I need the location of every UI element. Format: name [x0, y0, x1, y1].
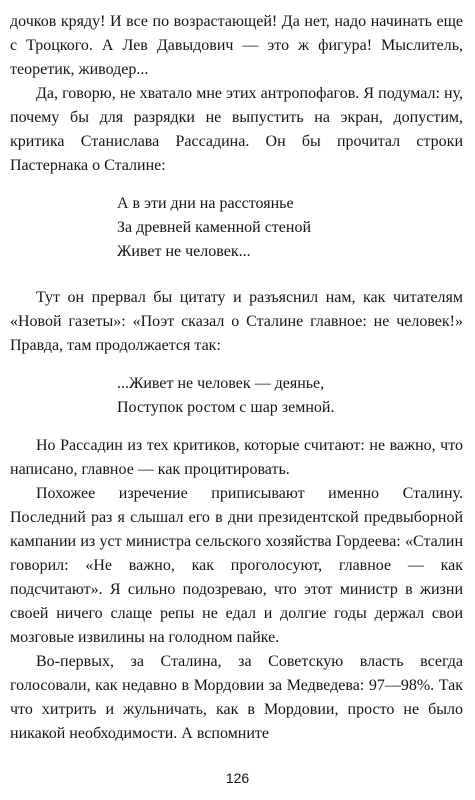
- poem-quote-pasternak: [10, 192, 463, 264]
- poem-line: За древней каменной стеной: [117, 219, 312, 236]
- poem-line: А в эти дни на расстоянье: [117, 195, 294, 212]
- paragraph-text: Во-первых, за Сталина, за Советскую власть всегда голосовали, как недавно в Мордовии за Медведева: 97—98%. Так что хитрить и жульничать, как в Мордовии, просто не было никакой необходимости. А вспомните: [10, 653, 463, 742]
- poem-quote-continuation: [10, 372, 463, 420]
- page-number: 126: [225, 770, 250, 786]
- paragraph: [10, 82, 463, 178]
- paragraph: [10, 434, 463, 482]
- poem-line: ...Живет не человек — деянье,: [117, 375, 325, 392]
- paragraph-text: Тут он прервал бы цитату и разъяснил нам, как читателям «Новой газеты»: «Поэт сказал о Сталине главное: не человек!» Правда, там продолжается так:: [10, 289, 463, 354]
- poem-line: Живет не человек...: [117, 243, 251, 260]
- paragraph: [10, 650, 463, 746]
- paragraph-text: Но Рассадин из тех критиков, которые считают: не важно, что написано, главное — как процитировать.: [10, 437, 463, 478]
- paragraph-text: дочков кряду! И все по возрастающей! Да нет, надо начинать еще с Троцкого. А Лев Давыдович — это ж фигура! Мыслитель, теоретик, живодер...: [10, 13, 463, 78]
- paragraph-text: Да, говорю, не хватало мне этих антропофагов. Я подумал: ну, почему бы для разрядки не выпустить на экран, допустим, критика Станислава Рассадина. Он бы прочитал строки Пастернака о Сталине:: [10, 85, 463, 174]
- paragraph-text: Похожее изречение приписывают именно Сталину. Последний раз я слышал его в дни президентской предвыборной кампании из уст министра сельского хозяйства Гордеева: «Сталин говорил: «Не важно, как проголосуют, главное — как подсчитают». Я сильно подозреваю, что этот министр в жизни своей ничего слаще репы не едал и долгие годы держал свои мозговые извилины на голодном пайке.: [10, 485, 463, 646]
- paragraph: [10, 286, 463, 358]
- paragraph-continuation: [10, 10, 463, 82]
- poem-line: Поступок ростом с шар земной.: [117, 399, 335, 416]
- paragraph: [10, 482, 463, 650]
